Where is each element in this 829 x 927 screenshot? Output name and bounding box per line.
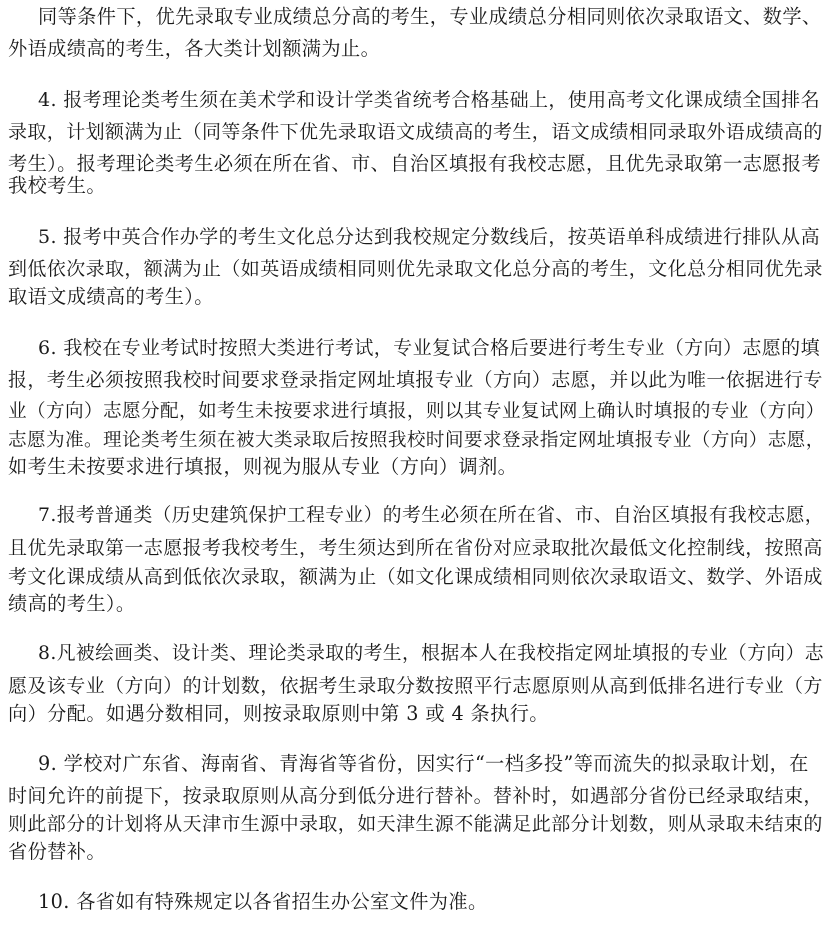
- text-line: 9. 学校对广东省、海南省、青海省等省份，因实行“一档多投”等而流失的拟录取计划，在: [38, 752, 809, 775]
- text-line: 5. 报考中英合作办学的考生文化总分达到我校规定分数线后，按英语单科成绩进行排队从高: [38, 226, 820, 248]
- text-line: 考文化课成绩从高到低依次录取，额满为止（如文化课成绩相同则依次录取语文、数学、外语成: [8, 566, 823, 588]
- text-line: 绩高的考生）。: [8, 592, 136, 615]
- text-line: 业（方向）志愿分配，如考生未按要求进行填报，则以其专业复试网上确认时填报的专业（方向）: [8, 401, 825, 422]
- text-line: 外语成绩高的考生，各大类计划额满为止。: [8, 37, 381, 60]
- text-line: 且优先录取第一志愿报考我校考生，考生须达到所在省份对应录取批次最低文化控制线，按照高: [8, 537, 823, 559]
- text-line: 6. 我校在专业考试时按照大类进行考试，专业复试合格后要进行考生专业（方向）志愿的填: [38, 337, 820, 359]
- text-line: 时间允许的前提下，按录取原则从高分到低分进行替补。替补时，如遇部分省份已经录取结束，: [8, 785, 823, 807]
- text-line: 到低依次录取，额满为止（如英语成绩相同则优先录取文化总分高的考生，文化总分相同优先录: [8, 258, 823, 280]
- text-line: 我校考生。: [8, 174, 106, 197]
- text-line: 7.报考普通类（历史建筑保护工程专业）的考生必须在所在省、市、自治区填报有我校志愿，: [38, 505, 824, 526]
- text-line: 取语文成绩高的考生）。: [8, 285, 214, 308]
- text-line: 志愿为准。理论类考生须在被大类录取后按照我校时间要求登录指定网址填报专业（方向）志愿，: [8, 430, 825, 451]
- text-line: 同等条件下，优先录取专业成绩总分高的考生，专业成绩总分相同则依次录取语文、数学、: [38, 5, 822, 28]
- text-line: 考生）。报考理论类考生必须在所在省、市、自治区填报有我校志愿，且优先录取第一志愿报考: [8, 152, 822, 175]
- text-line: 愿及该专业（方向）的计划数，依据考生录取分数按照平行志愿原则从高到低排名进行专业（方: [8, 675, 823, 697]
- text-line: 报，考生必须按照我校时间要求登录指定网址填报专业（方向）志愿，并以此为唯一依据进行专: [8, 369, 823, 391]
- text-line: 4. 报考理论类考生须在美术学和设计学类省统考合格基础上，使用高考文化课成绩全国排名: [38, 89, 820, 111]
- text-line: 录取，计划额满为止（同等条件下优先录取语文成绩高的考生，语文成绩相同录取外语成绩高的: [8, 121, 823, 143]
- text-line: 8.凡被绘画类、设计类、理论类录取的考生，根据本人在我校指定网址填报的专业（方向）志: [38, 643, 824, 664]
- text-line: 向）分配。如遇分数相同，则按录取原则中第 3 或 4 条执行。: [8, 702, 549, 725]
- text-line: 则此部分的计划将从天津市生源中录取，如天津生源不能满足此部分计划数，则从录取未结束的: [8, 813, 823, 835]
- text-line: 如考生未按要求进行填报，则视为服从专业（方向）调剂。: [8, 455, 518, 478]
- text-line: 10. 各省如有特殊规定以各省招生办公室文件为准。: [38, 890, 488, 913]
- text-line: 省份替补。: [8, 840, 106, 863]
